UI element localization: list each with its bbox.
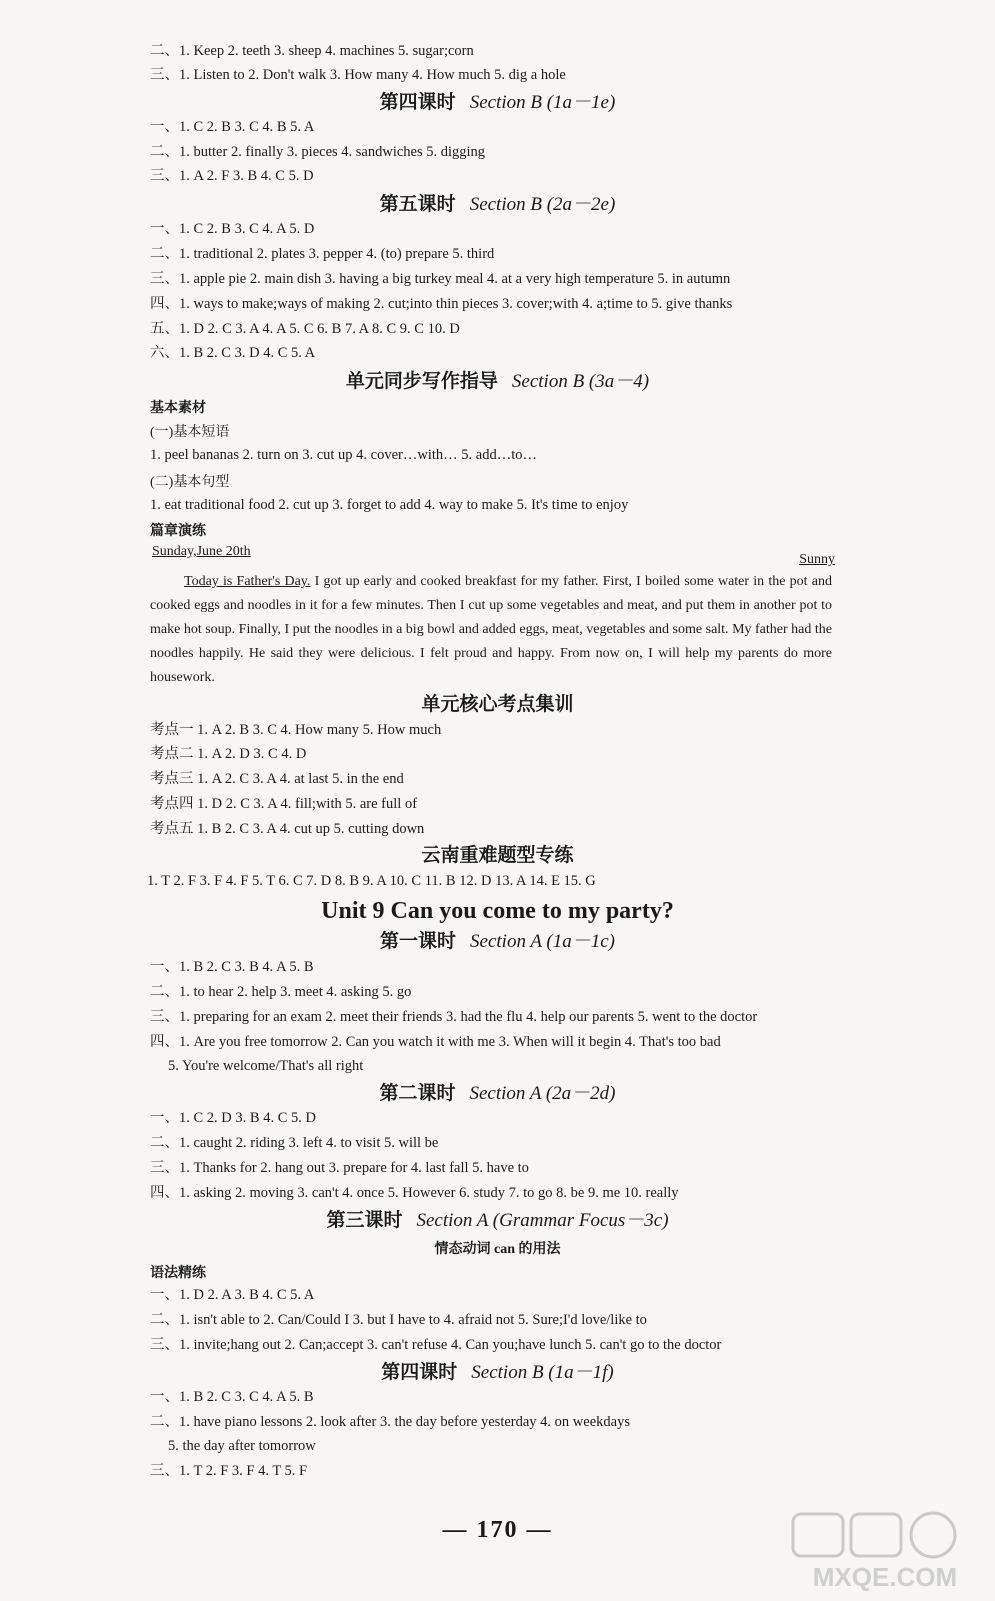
answer-line: 一、1. C 2. D 3. B 4. C 5. D <box>150 1110 316 1126</box>
heading-cn: 第三课时 <box>326 1210 403 1231</box>
answer-line: 三、1. A 2. F 3. B 4. C 5. D <box>150 168 314 184</box>
answer-line: 三、1. invite;hang out 2. Can;accept 3. can't refuse 4. Can you;have lunch 5. can't go to the doctor <box>150 1337 722 1353</box>
heading-section: Section B (3a－4) <box>511 371 650 392</box>
answer-line: 三、1. Listen to 2. Don't walk 3. How many 4. How much 5. dig a hole <box>150 67 566 83</box>
sentences-label: (二)基本句型 <box>150 475 230 490</box>
answer-line: 5. You're welcome/That's all right <box>168 1058 364 1074</box>
answer-line: 二、1. Keep 2. teeth 3. sheep 4. machines 5. sugar;corn <box>150 43 474 59</box>
heading-cn: 第一课时 <box>380 931 457 952</box>
answer-line: 考点五 1. B 2. C 3. A 4. cut up 5. cutting down <box>150 821 425 837</box>
section-heading <box>0 1209 995 1233</box>
answer-line: 考点一 1. A 2. B 3. C 4. How many 5. How much <box>150 722 442 738</box>
phrases-label: (一)基本短语 <box>150 425 230 440</box>
answer-line: 二、1. isn't able to 2. Can/Could I 3. but I have to 4. afraid not 5. Sure;I'd love/like to <box>150 1312 647 1328</box>
grammar-label: 语法精练 <box>150 1266 206 1281</box>
section-heading <box>0 1082 995 1106</box>
heading-section: Section B (1a－1e) <box>469 92 616 113</box>
basic-material-label: 基本素材 <box>150 401 206 416</box>
answer-line: 一、1. C 2. B 3. C 4. A 5. D <box>150 221 315 237</box>
essay-first-sentence: Today is Father's Day. <box>184 574 311 589</box>
section-heading <box>0 91 995 115</box>
section-heading: 单元核心考点集训 <box>421 694 574 715</box>
page-number: — 170 — <box>442 1517 553 1543</box>
answer-line: 1. eat traditional food 2. cut up 3. forget to add 4. way to make 5. It's time to enjoy <box>150 497 629 513</box>
section-heading <box>0 1361 995 1385</box>
heading-section: Section A (1a－1c) <box>470 931 615 952</box>
heading-cn: 第四课时 <box>381 1362 458 1383</box>
heading-section: Section B (1a－1f) <box>471 1362 614 1383</box>
answer-line: 5. the day after tomorrow <box>168 1438 316 1454</box>
answer-line: 考点三 1. A 2. C 3. A 4. at last 5. in the end <box>150 771 404 787</box>
answer-line: 1. T 2. F 3. F 4. F 5. T 6. C 7. D 8. B 9. A 10. C 11. B 12. D 13. A 14. E 15. G <box>147 873 596 889</box>
heading-cn: 第五课时 <box>379 194 456 215</box>
section-heading <box>0 370 995 394</box>
section-heading: 云南重难题型专练 <box>421 845 574 866</box>
answer-line: 二、1. traditional 2. plates 3. pepper 4. (to) prepare 5. third <box>150 246 495 262</box>
answer-line: 一、1. D 2. A 3. B 4. C 5. A <box>150 1287 315 1303</box>
answer-line: 二、1. have piano lessons 2. look after 3. the day before yesterday 4. on weekdays <box>150 1414 630 1430</box>
answer-line: 考点二 1. A 2. D 3. C 4. D <box>150 746 307 762</box>
answer-line: 三、1. Thanks for 2. hang out 3. prepare for 4. last fall 5. have to <box>150 1160 529 1176</box>
essay-weather: Sunny <box>799 552 835 567</box>
answer-line: 二、1. to hear 2. help 3. meet 4. asking 5. go <box>150 984 412 1000</box>
answer-line: 三、1. T 2. F 3. F 4. T 5. F <box>150 1463 308 1479</box>
answer-line: 四、1. Are you free tomorrow 2. Can you watch it with me 3. When will it begin 4. That's too bad <box>150 1034 721 1050</box>
heading-section: Section A (Grammar Focus－3c) <box>416 1210 669 1231</box>
heading-cn: 第四课时 <box>379 92 456 113</box>
essay-body: I got up early and cooked breakfast for my father. First, I boiled some water in the pot and cooked eggs and noodles in it for a few minutes. Then I cut up some vegetables and meat, and put them in another pot to make hot soup. Finally, I put the noodles in a big bowl and added eggs, meat, vegetables and some salt. My father had the noodles happily. He said they were delicious. I felt proud and happy. From now on, I will help my parents do more housework. <box>150 574 832 685</box>
answer-line: 一、1. B 2. C 3. B 4. A 5. B <box>150 959 314 975</box>
practice-label: 篇章演练 <box>150 524 206 539</box>
answer-line: 五、1. D 2. C 3. A 4. A 5. C 6. B 7. A 8. C 9. C 10. D <box>150 321 460 337</box>
answer-line: 二、1. caught 2. riding 3. left 4. to visit 5. will be <box>150 1135 439 1151</box>
watermark-icon <box>785 1508 985 1596</box>
heading-cn: 单元同步写作指导 <box>345 371 498 392</box>
answer-line: 四、1. ways to make;ways of making 2. cut;into thin pieces 3. cover;with 4. a;time to 5. give thanks <box>150 296 733 312</box>
watermark-logo <box>785 1508 985 1596</box>
answer-line: 二、1. butter 2. finally 3. pieces 4. sandwiches 5. digging <box>150 144 486 160</box>
heading-section: Section B (2a－2e) <box>469 194 616 215</box>
answer-line: 三、1. apple pie 2. main dish 3. having a big turkey meal 4. at a very high temperature 5. in autumn <box>150 271 731 287</box>
answer-line: 考点四 1. D 2. C 3. A 4. fill;with 5. are full of <box>150 796 418 812</box>
answer-line: 一、1. B 2. C 3. C 4. A 5. B <box>150 1389 314 1405</box>
answer-line: 三、1. preparing for an exam 2. meet their friends 3. had the flu 4. help our parents 5. went to the doctor <box>150 1009 758 1025</box>
modal-verb-subtitle: 情态动词 can 的用法 <box>434 1242 561 1257</box>
heading-section: Section A (2a－2d) <box>469 1083 616 1104</box>
unit-title: Unit 9 Can you come to my party? <box>321 898 674 924</box>
section-heading <box>0 930 995 954</box>
answer-line: 1. peel bananas 2. turn on 3. cut up 4. cover…with… 5. add…to… <box>150 447 537 463</box>
section-heading <box>0 193 995 217</box>
essay-date: Sunday,June 20th <box>152 544 251 559</box>
essay-paragraph <box>150 570 832 690</box>
answer-line: 四、1. asking 2. moving 3. can't 4. once 5. However 6. study 7. to go 8. be 9. me 10. really <box>150 1185 679 1201</box>
heading-cn: 第二课时 <box>379 1083 456 1104</box>
answer-line: 六、1. B 2. C 3. D 4. C 5. A <box>150 345 316 361</box>
watermark-text: MXQE.COM <box>812 1562 958 1592</box>
answer-line: 一、1. C 2. B 3. C 4. B 5. A <box>150 119 315 135</box>
